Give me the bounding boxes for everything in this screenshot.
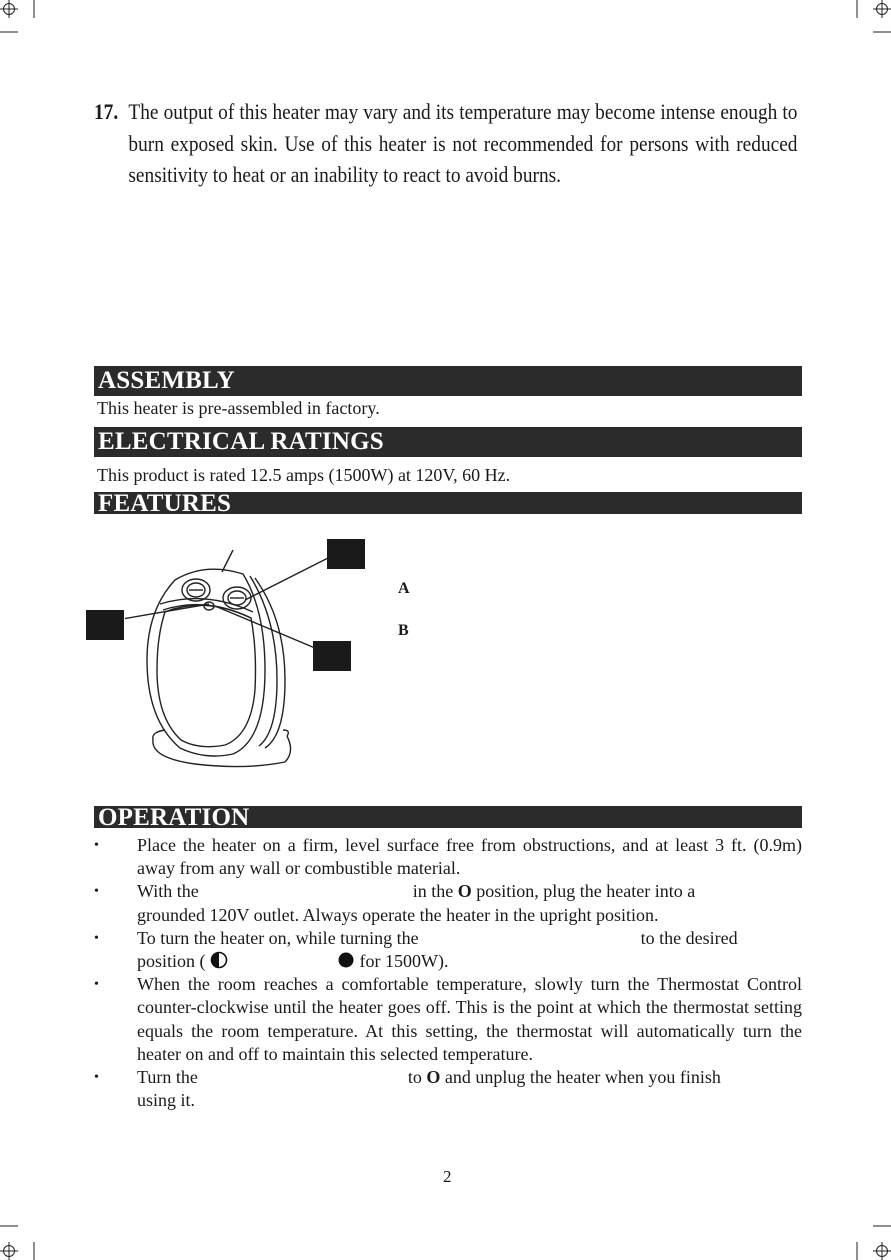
bullet-text: in the: [412, 881, 454, 902]
bullet-text: position, plug the heater into a: [476, 881, 696, 902]
callout-box-left: [86, 610, 124, 640]
list-item: [94, 973, 802, 1066]
assembly-text: This heater is pre-assembled in factory.: [97, 398, 380, 418]
list-item: [94, 1066, 802, 1112]
electrical-ratings-text: This product is rated 12.5 amps (1500W) at 120V, 60 Hz.: [97, 465, 511, 485]
item-number: 17.: [94, 99, 119, 124]
off-symbol: O: [426, 1067, 441, 1088]
bullet-text: position (: [137, 951, 206, 972]
electrical-ratings-heading: ELECTRICAL RATINGS: [94, 427, 802, 457]
registration-mark-top-right: [851, 0, 891, 40]
bullet-icon: •: [94, 838, 99, 853]
assembly-heading: ASSEMBLY: [94, 366, 802, 396]
bullet-icon: •: [94, 1070, 99, 1086]
half-power-icon: [210, 951, 228, 969]
item-text: The output of this heater may vary and its temperature may become intense enough to burn exposed skin. Use of this heater is not recommended for persons with reduced sensitivity to heat or an inability to react to avoid burns.: [128, 99, 798, 187]
bullet-text: for 1500W).: [359, 951, 449, 972]
feature-label-b: B: [398, 622, 409, 639]
bullet-text: With the: [137, 881, 199, 902]
bullet-text: to: [407, 1067, 422, 1088]
safety-item-17: [94, 96, 798, 191]
bullet-icon: •: [94, 884, 99, 900]
full-power-icon: [337, 951, 355, 969]
features-heading: FEATURES: [94, 492, 802, 514]
bullet-text: to the desired: [640, 927, 738, 948]
bullet-text: and unplug the heater when you finish: [444, 1067, 721, 1088]
operation-heading: OPERATION: [94, 806, 802, 828]
list-item: [94, 927, 802, 973]
registration-mark-bottom-left: [0, 1220, 40, 1260]
operation-list: [94, 834, 802, 1112]
bullet-text: using it.: [137, 1090, 196, 1111]
callout-box-top: [327, 539, 365, 569]
list-item: [94, 834, 802, 880]
callout-box-right: [313, 641, 351, 671]
list-item: [94, 880, 802, 926]
registration-mark-bottom-right: [851, 1220, 891, 1260]
feature-label-a: A: [398, 580, 410, 597]
bullet-text: grounded 120V outlet. Always operate the heater in the upright position.: [137, 904, 659, 925]
page-number: 2: [443, 1167, 452, 1186]
registration-mark-top-left: [0, 0, 40, 40]
bullet-text: When the room reaches a comfortable temperature, slowly turn the Thermostat Control counter-clockwise until the heater goes off. This is the point at which the thermostat setting equals the room temperature. At this setting, the thermostat will automatically turn the heater on and off to maintain this selected temperature.: [137, 974, 802, 1064]
bullet-icon: •: [94, 930, 99, 946]
bullet-text: Place the heater on a firm, level surface free from obstructions, and at least 3 ft. (0.9m) away from any wall or combustible material.: [137, 835, 802, 879]
off-symbol: O: [457, 881, 472, 902]
bullet-icon: •: [94, 977, 99, 993]
bullet-text: Turn the: [137, 1067, 198, 1088]
bullet-text: To turn the heater on, while turning the: [137, 927, 419, 948]
